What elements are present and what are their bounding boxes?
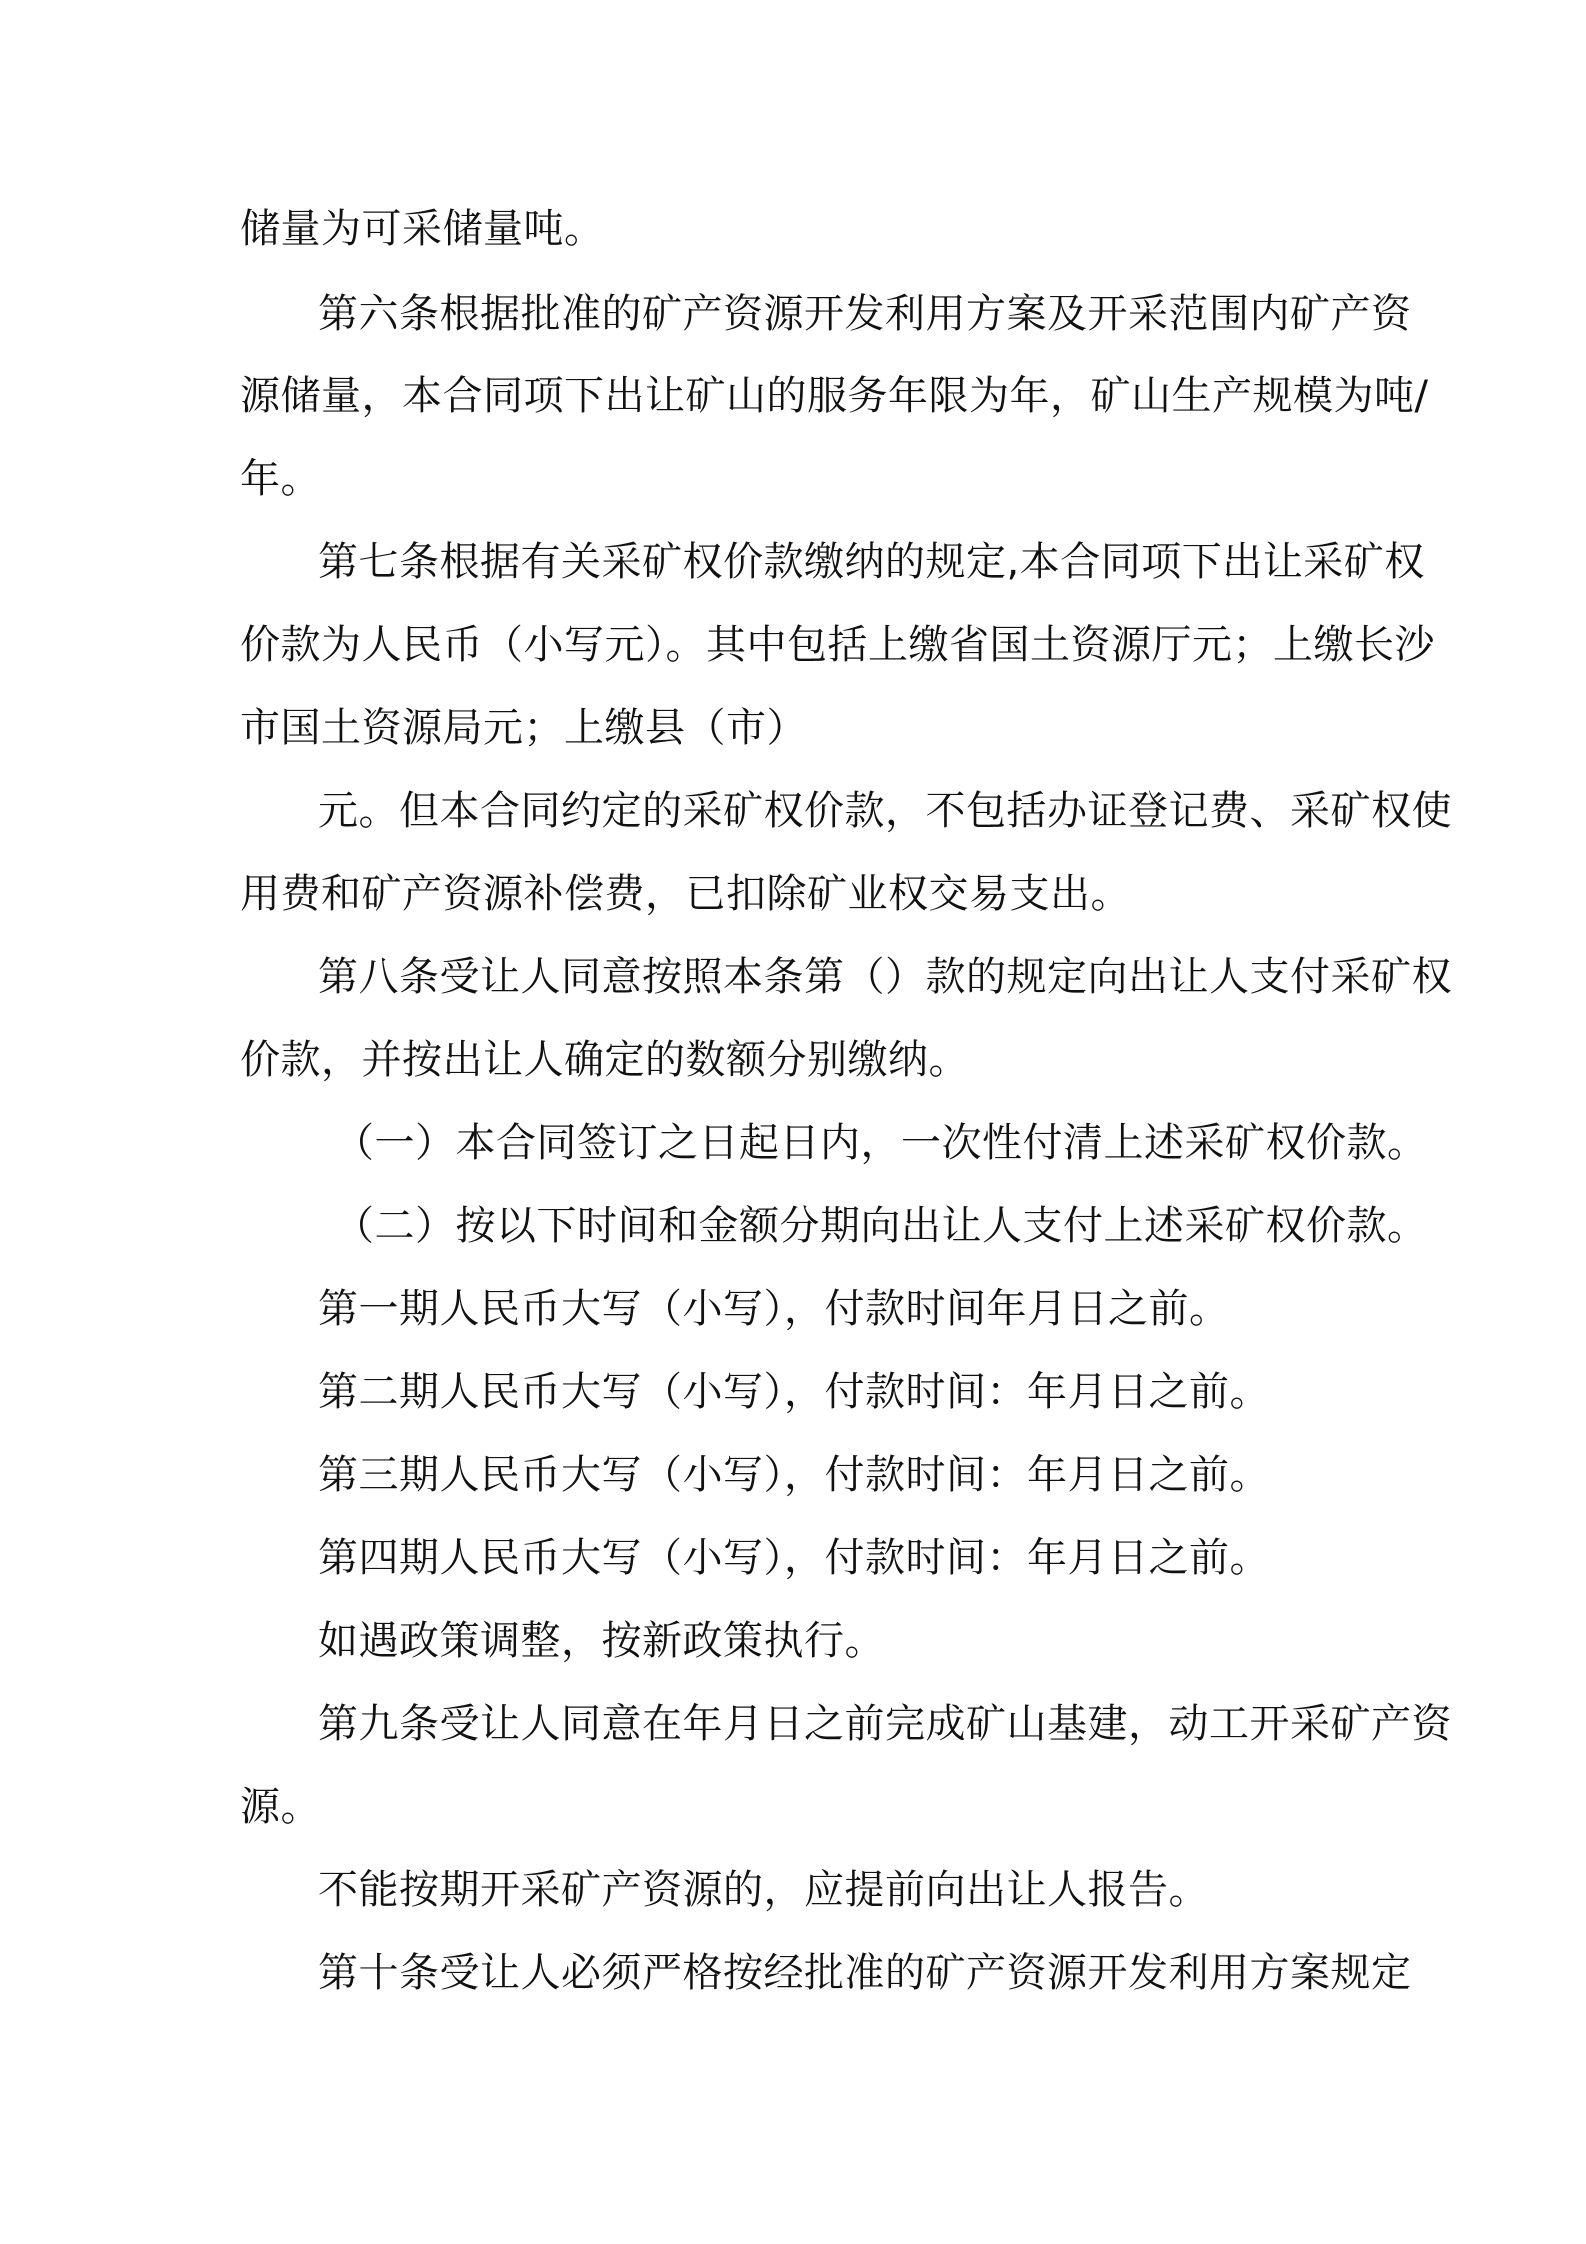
text-line: 不能按期开采矿产资源的，应提前向出让人报告。: [318, 1867, 1209, 1913]
text-line: 源。: [240, 1784, 321, 1830]
text-line: 第二期人民币大写（小写），付款时间：年月日之前。: [318, 1369, 1270, 1415]
text-line: 源储量，本合同项下出让矿山的服务年限为年，矿山生产规模为吨/: [240, 373, 1429, 419]
text-line: （一）本合同签订之日起日内，一次性付清上述采矿权价款。: [334, 1120, 1428, 1166]
text-line: 市国土资源局元；上缴县（市）: [240, 705, 807, 751]
text-line: 用费和矿产资源补偿费，已扣除矿业权交易支出。: [240, 871, 1131, 917]
text-line: 价款为人民币（小写元）。其中包括上缴省国土资源厅元；上缴长沙: [240, 622, 1435, 668]
text-line: 第九条受让人同意在年月日之前完成矿山基建，动工开采矿产资: [318, 1701, 1452, 1747]
text-line: 第六条根据批准的矿产资源开发利用方案及开采范围内矿产资: [318, 291, 1412, 337]
text-line: 年。: [240, 456, 321, 502]
text-line: 第四期人民币大写（小写），付款时间：年月日之前。: [318, 1535, 1270, 1581]
text-line: 如遇政策调整，按新政策执行。: [318, 1618, 885, 1664]
text-line: （二）按以下时间和金额分期向出让人支付上述采矿权价款。: [334, 1203, 1428, 1249]
text-line: 元。但本合同约定的采矿权价款，不包括办证登记费、采矿权使: [318, 788, 1452, 834]
text-line: 第三期人民币大写（小写），付款时间：年月日之前。: [318, 1452, 1270, 1498]
text-line: 第七条根据有关采矿权价款缴纳的规定,本合同项下出让采矿权: [318, 539, 1425, 585]
text-line: 储量为可采储量吨。: [240, 206, 605, 252]
text-line: 第一期人民币大写（小写），付款时间年月日之前。: [318, 1286, 1230, 1332]
text-line: 第八条受让人同意按照本条第（）款的规定向出让人支付采矿权: [318, 954, 1452, 1000]
text-line: 第十条受让人必须严格按经批准的矿产资源开发利用方案规定: [318, 1950, 1412, 1996]
text-line: 价款，并按出让人确定的数额分别缴纳。: [240, 1037, 969, 1083]
